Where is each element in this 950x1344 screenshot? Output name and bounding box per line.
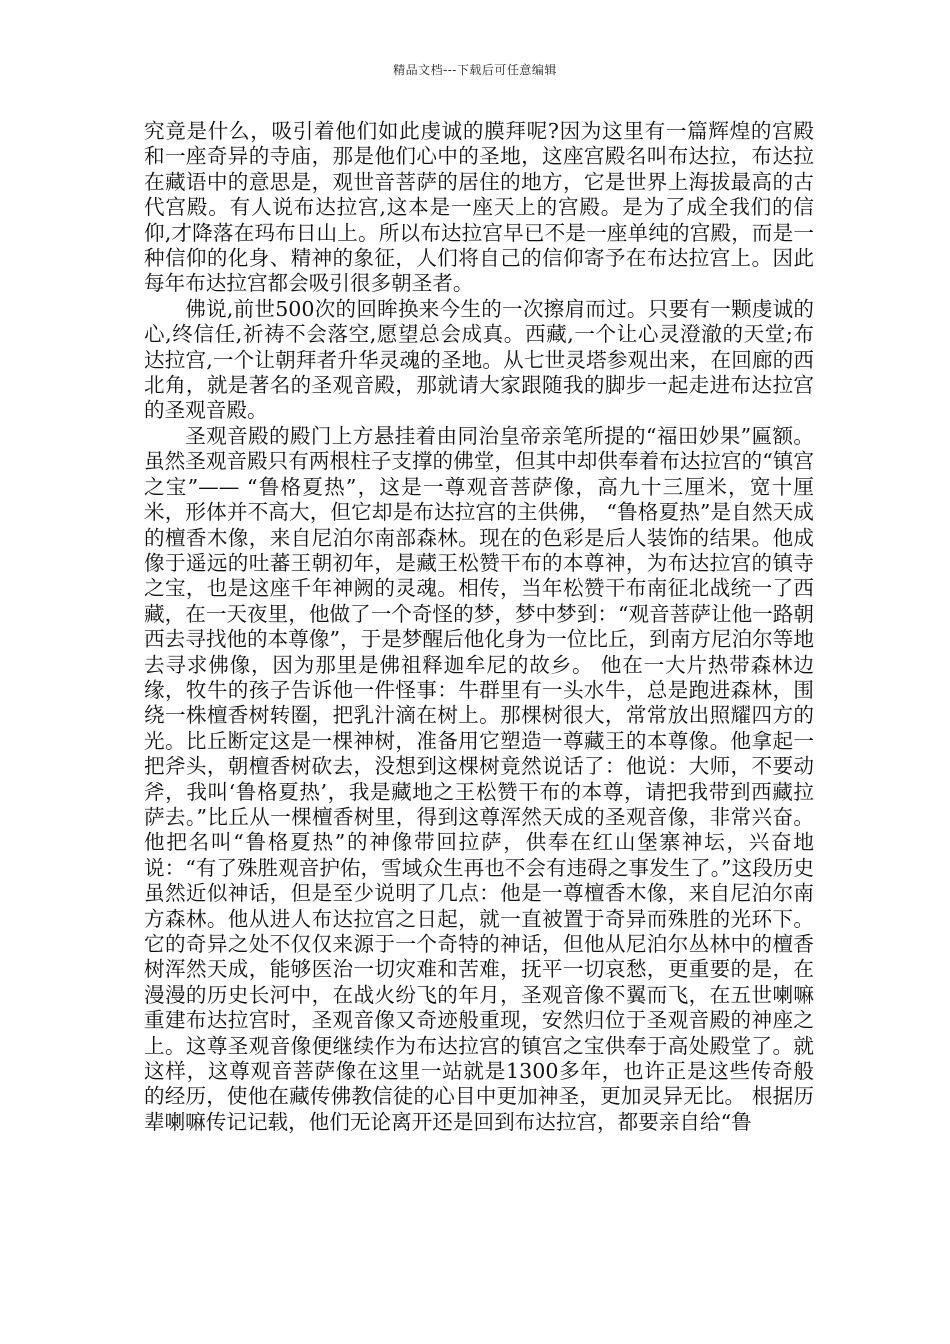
paragraph: 佛说,前世500次的回眸换来今生的一次擦肩而过。只要有一颗虔诚的心,终信任,祈祷不会落空,愿望总会成真。西藏,一个让心灵澄澈的天堂;布达拉宫,一个让朝拜者升华灵魂的圣地。从七世灵塔参观出来，在回廊的西北角，就是著名的圣观音殿，那就请大家跟随我的脚步一起走进布达拉宫的圣观音殿。 [144, 296, 814, 423]
paragraph: 究竟是什么，吸引着他们如此虔诚的膜拜呢?因为这里有一篇辉煌的宫殿和一座奇异的寺庙，那是他们心中的圣地，这座宫殿名叫布达拉，布达拉在藏语中的意思是，观世音菩萨的居住的地方，它是世界上海拔最高的古代宫殿。有人说布达拉宫,这本是一座天上的宫殿。是为了成全我们的信仰,才降落在玛布日山上。所以布达拉宫早已不是一座单纯的宫殿，而是一种信仰的化身、精神的象征，人们将自己的信仰寄予在布达拉宫上。因此每年布达拉宫都会吸引很多朝圣者。 [144, 119, 814, 296]
document-body [144, 119, 814, 1135]
page-header: 精品文档---下载后可任意编辑 [393, 63, 557, 77]
paragraph: 圣观音殿的殿门上方悬挂着由同治皇帝亲笔所提的“福田妙果”匾额。虽然圣观音殿只有两根柱子支撑的佛堂，但其中却供奉着布达拉宫的“镇宫之宝”—— “鲁格夏热”，这是一尊观音菩萨像，高九十三厘米，宽十厘米，形体并不高大，但它却是布达拉宫的主供佛， “鲁格夏热”是自然天成的檀香木像，来自尼泊尔南部森林。现在的色彩是后人装饰的结果。他成像于遥远的吐蕃王朝初年，是藏王松赞干布的本尊神，为布达拉宫的镇寺之宝，也是这座千年神阙的灵魂。相传，当年松赞干布南征北战统一了西藏，在一天夜里，他做了一个奇怪的梦，梦中梦到：“观音菩萨让他一路朝西去寻找他的本尊像”，于是梦醒后他化身为一位比丘，到南方尼泊尔等地去寻求佛像，因为那里是佛祖释迦牟尼的故乡。 他在一大片热带森林边缘，牧牛的孩子告诉他一件怪事：牛群里有一头水牛，总是跑进森林，围绕一株檀香树转圈，把乳汁滴在树上。那棵树很大，常常放出照耀四方的光。比丘断定这是一棵神树，准备用它塑造一尊藏王的本尊像。他拿起一把斧头，朝檀香树砍去，没想到这棵树竟然说话了：他说：大师，不要动斧，我叫‘鲁格夏热’，我是藏地之王松赞干布的本尊，请把我带到西藏拉萨去。”比丘从一棵檀香树里，得到这尊浑然天成的圣观音像，非常兴奋。他把名叫“鲁格夏热”的神像带回拉萨，供奉在红山堡寨神坛，兴奋地说：“有了殊胜观音护佑，雪域众生再也不会有违碍之事发生了。”这段历史虽然近似神话，但是至少说明了几点：他是一尊檀香木像，来自尼泊尔南方森林。他从进人布达拉宫之日起，就一直被置于奇异而殊胜的光环下。它的奇异之处不仅仅来源于一个奇特的神话，但他从尼泊尔丛林中的檀香树浑然天成，能够医治一切灾难和苦难，抚平一切哀愁，更重要的是，在漫漫的历史长河中，在战火纷飞的年月，圣观音像不翼而飞，在五世喇嘛重建布达拉宫时，圣观音像又奇迹般重现，安然归位于圣观音殿的神座之上。这尊圣观音像便继续作为布达拉宫的镇宫之宝供奉于高处殿堂了。就这样，这尊观音菩萨像在这里一站就是1300多年，也许正是这些传奇般的经历，使他在藏传佛教信徒的心目中更加神圣，更加灵异无比。 根据历辈喇嘛传记记载，他们无论离开还是回到布达拉宫，都要亲自给“鲁 [144, 423, 814, 1134]
